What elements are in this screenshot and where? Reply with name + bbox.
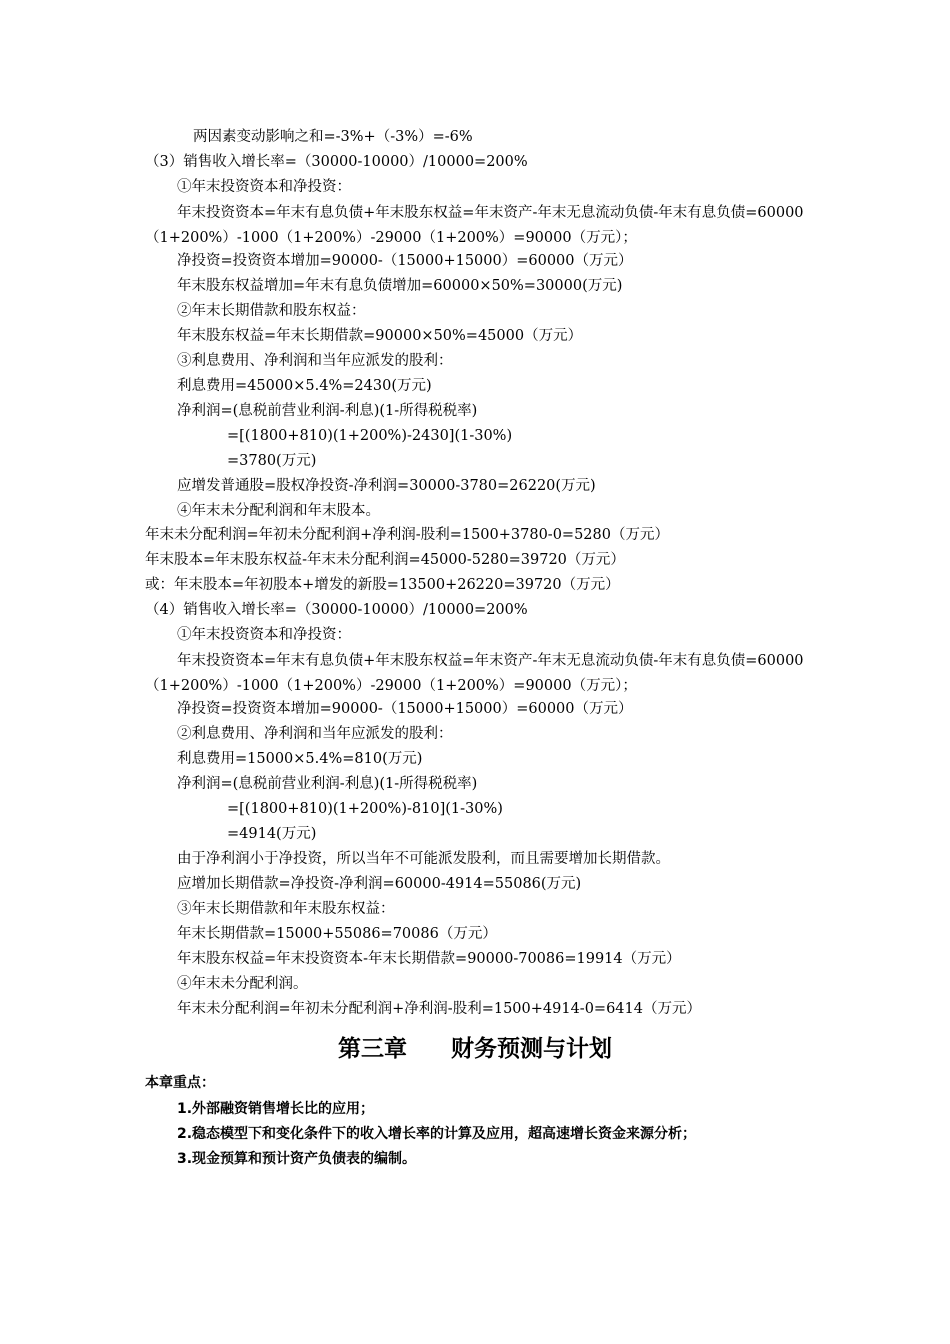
paragraph: 年末投资资本=年末有息负债+年末股东权益=年末资产-年末无息流动负债-年末有息负债=60000（1+200%）-1000（1+200%）-29000（1+200%）=90000（万元）； [145, 653, 804, 694]
text-line: ③利息费用、净利润和当年应派发的股利： [177, 353, 453, 369]
text-line: ④年末未分配利润。 [177, 976, 308, 992]
text-line: 净投资=投资资本增加=90000-（15000+15000）=60000（万元） [177, 253, 633, 269]
chapter-number: 第三章 [338, 1036, 407, 1062]
text-line: ②利息费用、净利润和当年应派发的股利： [177, 726, 453, 742]
text-line: =4914(万元) [227, 826, 317, 842]
text-line: ③年末长期借款和年末股东权益： [177, 901, 395, 917]
text-line: 年末股本=年末股东权益-年末未分配利润=45000-5280=39720（万元） [145, 552, 625, 568]
chapter-name: 财务预测与计划 [451, 1036, 612, 1062]
text-line: 或：年末股本=年初股本+增发的新股=13500+26220=39720（万元） [145, 577, 620, 593]
text-line: 应增加长期借款=净投资-净利润=60000-4914=55086(万元) [177, 876, 582, 892]
key-point-item: 1.外部融资销售增长比的应用； [177, 1101, 375, 1117]
text-line: ②年末长期借款和股东权益： [177, 303, 366, 319]
text-line: 应增发普通股=股权净投资-净利润=30000-3780=26220(万元) [177, 478, 596, 494]
key-point-item: 2.稳态模型下和变化条件下的收入增长率的计算及应用，超高速增长资金来源分析； [177, 1126, 697, 1142]
text-line: 年末股东权益增加=年末有息负债增加=60000×50%=30000(万元) [177, 278, 623, 294]
text-line: 年末长期借款=15000+55086=70086（万元） [177, 926, 497, 942]
text-line: 净投资=投资资本增加=90000-（15000+15000）=60000（万元） [177, 701, 633, 717]
section-heading-4: （4）销售收入增长率=（30000-10000）/10000=200% [145, 602, 528, 618]
text-line: 净利润=(息税前营业利润-利息)(1-所得税税率) [177, 403, 478, 419]
key-point-item: 3.现金预算和预计资产负债表的编制。 [177, 1151, 417, 1167]
text-line: =[(1800+810)(1+200%)-810](1-30%) [227, 801, 503, 817]
text-line: 由于净利润小于净投资，所以当年不可能派发股利，而且需要增加长期借款。 [177, 851, 670, 867]
text-line: 年末未分配利润=年初未分配利润+净利润-股利=1500+3780-0=5280（万元） [145, 527, 669, 543]
paragraph: 年末投资资本=年末有息负债+年末股东权益=年末资产-年末无息流动负债-年末有息负债=60000（1+200%）-1000（1+200%）-29000（1+200%）=90000（万元）； [145, 205, 804, 246]
text-line: 年末股东权益=年末投资资本-年末长期借款=90000-70086=19914（万元） [177, 951, 681, 967]
text-line: 净利润=(息税前营业利润-利息)(1-所得税税率) [177, 776, 478, 792]
text-line: =[(1800+810)(1+200%)-2430](1-30%) [227, 428, 513, 444]
text-line: ④年末未分配利润和年末股本。 [177, 503, 380, 519]
text-line: ①年末投资资本和净投资： [177, 627, 351, 643]
text-line: 利息费用=15000×5.4%=810(万元) [177, 751, 423, 767]
text-line: 年末股东权益=年末长期借款=90000×50%=45000（万元） [177, 328, 583, 344]
chapter-title [0, 1034, 950, 1064]
text-line: 利息费用=45000×5.4%=2430(万元) [177, 378, 432, 394]
text-line: 两因素变动影响之和=-3%+（-3%）=-6% [193, 129, 473, 145]
text-line: 年末未分配利润=年初未分配利润+净利润-股利=1500+4914-0=6414（万元） [177, 1001, 701, 1017]
text-line: =3780(万元) [227, 453, 317, 469]
text-line: ①年末投资资本和净投资： [177, 179, 351, 195]
section-heading-3: （3）销售收入增长率=（30000-10000）/10000=200% [145, 154, 528, 170]
key-points-heading: 本章重点： [145, 1075, 215, 1091]
